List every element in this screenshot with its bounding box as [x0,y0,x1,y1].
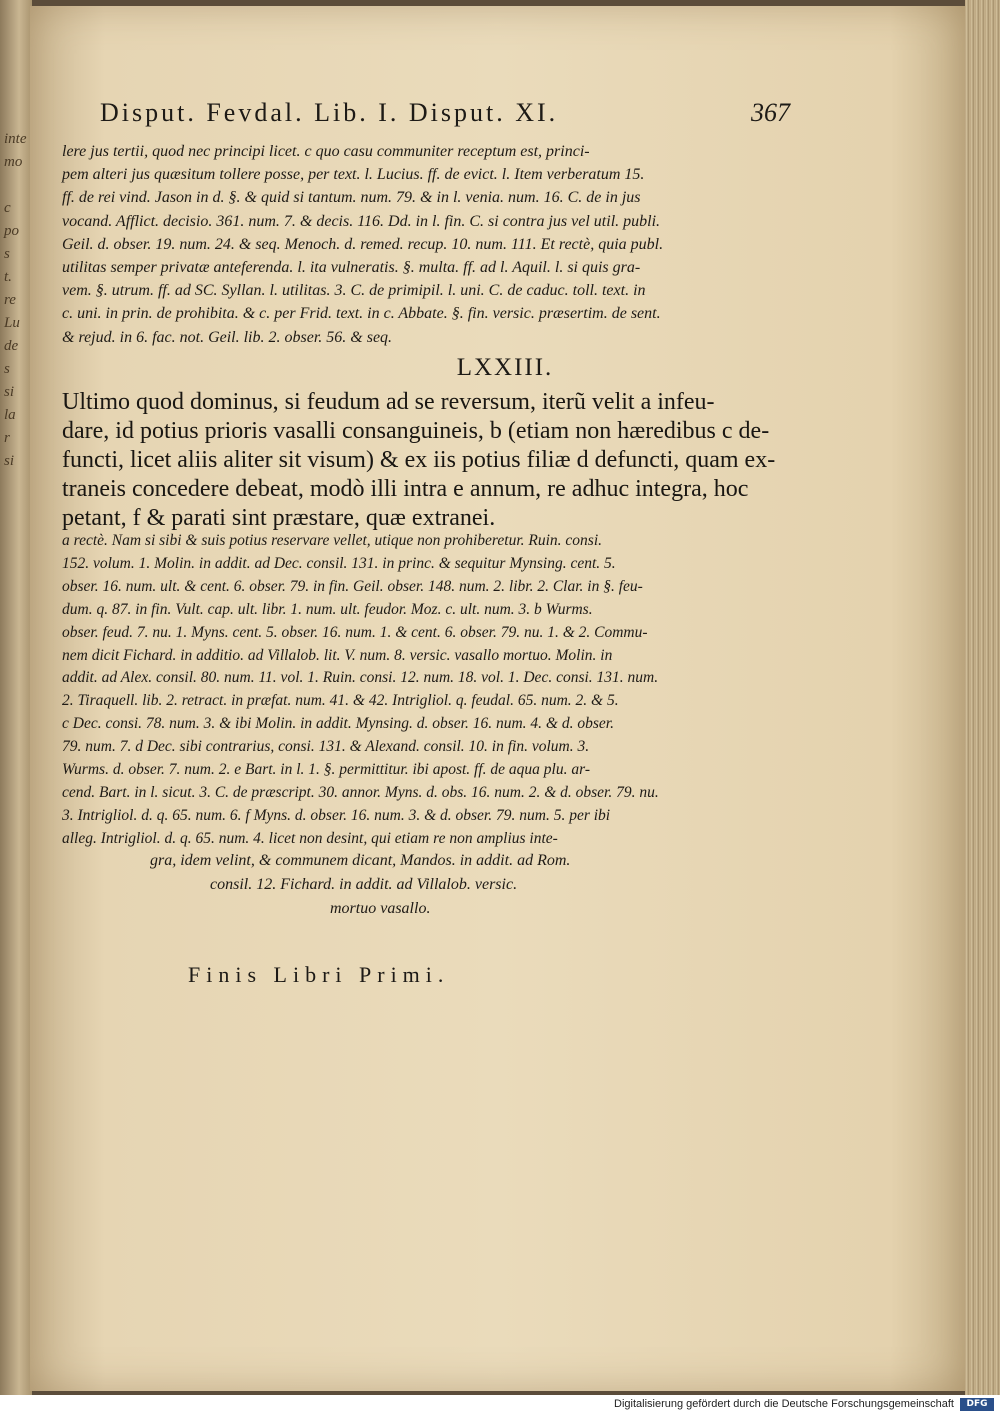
page-stack-edge [965,0,1000,1395]
footnotes-top [62,140,770,349]
facing-page-margin-text: inte mo c po s t. re Lu de s si la r si [4,131,27,469]
footer-credit: Digitalisierung gefördert durch die Deutsche Forschungsgemeinschaft [614,1398,954,1410]
note-line: ff. de rei vind. Jason in d. §. & quid si tantum. num. 79. & in l. venia. num. 16. C. de in jus [62,189,641,207]
note-line: lere jus tertii, quod nec principi licet. c quo casu communiter receptum est, princi- [62,143,590,160]
footnotes-bottom [62,530,770,851]
note-line: 2. Tiraquell. lib. 2. retract. in præfat. num. 41. & 42. Intrigliol. q. feudal. 65. num. 2. & 5. [62,692,619,710]
note-line: 152. volum. 1. Molin. in addit. ad Dec. consil. 131. in princ. & sequitur Mynsing. cent. 5. [62,554,616,572]
note-line: pem alteri jus quæsitum tollere posse, per text. l. Lucius. ff. de evict. l. Item verberatum 15. [62,166,645,184]
note-tail-line: consil. 12. Fichard. in addit. ad Villalob. versic. [210,876,518,893]
note-tail-line: mortuo vasallo. [330,900,431,917]
main-line: functi, licet aliis aliter sit visum) & ex iis potius filiæ d defuncti, quam ex- [62,447,776,473]
note-line: vocand. Afflict. decisio. 361. num. 7. & decis. 116. Dd. in l. fin. C. si contra jus vel util. publi. [62,212,661,230]
note-line: dum. q. 87. in fin. Vult. cap. ult. libr. 1. num. ult. feudor. Moz. c. ult. num. 3. b Wurms. [62,600,593,618]
note-line: cend. Bart. in l. sicut. 3. C. de præscript. 30. annor. Myns. d. obs. 16. num. 2. & d. obser. 79. nu. [62,783,659,801]
page-number: 367 [751,98,790,127]
note-line: addit. ad Alex. consil. 80. num. 11. vol. 1. Ruin. consi. 12. num. 18. vol. 1. Dec. consi. 131. num. [62,669,659,687]
note-line: alleg. Intrigliol. d. q. 65. num. 4. licet non desint, qui etiam re non amplius inte- [62,829,558,847]
main-line: Ultimo quod dominus, si feudum ad se reversum, iterũ velit a infeu- [62,389,715,415]
note-line: 3. Intrigliol. d. q. 65. num. 6. f Myns. d. obser. 16. num. 3. & d. obser. 79. num. 5. per ibi [62,806,611,824]
note-line: obser. 16. num. ult. & cent. 6. obser. 79. in fin. Geil. obser. 148. num. 2. libr. 2. Clar. in §. feu- [62,577,643,595]
finis-libri: Finis Libri Primi. [188,962,450,987]
note-line: Wurms. d. obser. 7. num. 2. e Bart. in l. 1. §. permittitur. ibi apost. ff. de aqua plu. ar- [62,761,590,779]
note-line: c Dec. consi. 78. num. 3. & ibi Molin. in addit. Mynsing. d. obser. 16. num. 4. & d. obser. [62,715,614,733]
main-line: petant, f & parati sint præstare, quæ extranei. [62,505,496,531]
note-line: c. uni. in prin. de prohibita. & c. per Frid. text. in c. Abbate. §. fin. versic. præsertim. de sent. [62,305,661,323]
note-line: Geil. d. obser. 19. num. 24. & seq. Menoch. d. remed. recup. 10. num. 111. Et rectè, quia publ. [62,235,664,253]
note-tail-line: gra, idem velint, & communem dicant, Mandos. in addit. ad Rom. [150,852,571,869]
note-line: & rejud. in 6. fac. not. Geil. lib. 2. obser. 56. & seq. [62,328,393,346]
running-header [100,98,790,128]
main-paragraph [62,388,776,533]
digitization-footer [0,1395,1000,1415]
main-line: traneis concedere debeat, modò illi intra e annum, re adhuc integra, hoc [62,476,749,502]
section-number: LXXIII. [456,354,554,381]
facing-page-edge [0,0,32,1395]
dfg-logo: DFG [960,1398,994,1411]
note-line: 79. num. 7. d Dec. sibi contrarius, consi. 131. & Alexand. consil. 10. in fin. volum. 3. [62,738,590,756]
note-line: vem. §. utrum. ff. ad SC. Syllan. l. utilitas. 3. C. de primipil. l. uni. C. de caduc. toll. text. in [62,282,646,300]
note-line: utilitas semper privatæ anteferenda. l. ita vulneratis. §. multa. ff. ad l. Aquil. l. si quis gra- [62,259,641,277]
note-line: obser. feud. 7. nu. 1. Myns. cent. 5. obser. 16. num. 1. & cent. 6. obser. 79. nu. 1. & 2. Commu- [62,623,648,641]
note-line: nem dicit Fichard. in additio. ad Villalob. lit. V. num. 8. versic. vasallo mortuo. Molin. in [62,646,613,664]
main-line: dare, id potius prioris vasalli consanguineis, b (etiam non hæredibus c de- [62,418,770,444]
header-title: Disput. Fevdal. Lib. I. Disput. XI. [100,98,559,127]
note-line: a rectè. Nam si sibi & suis potius reservare vellet, utique non prohiberetur. Ruin. consi. [62,532,603,549]
